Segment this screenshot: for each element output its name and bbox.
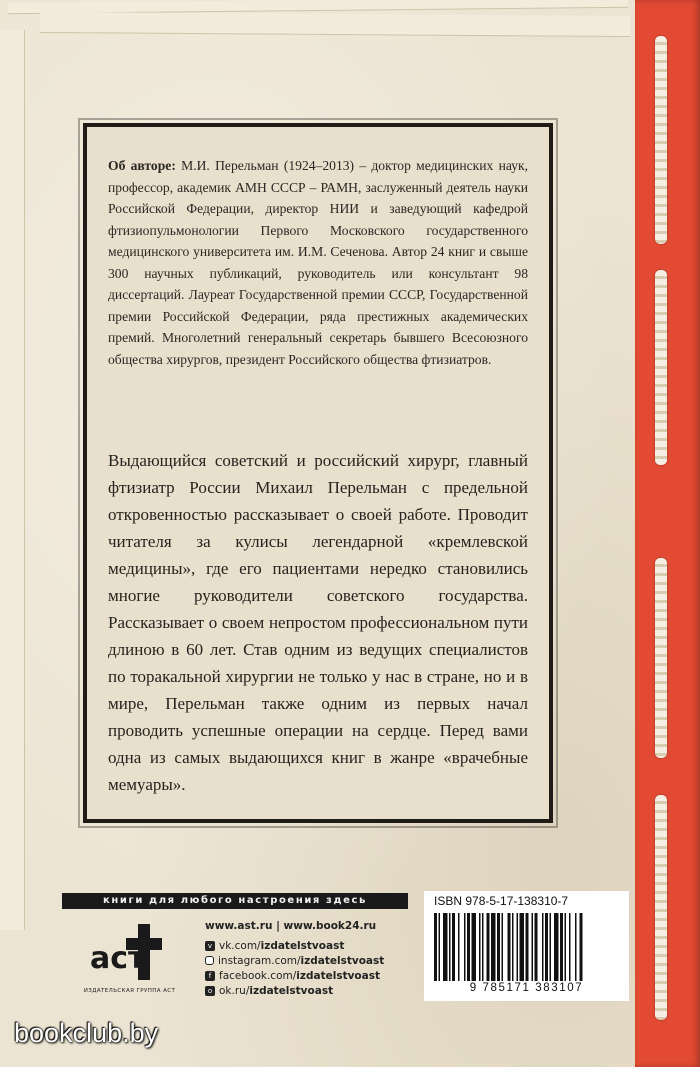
barcode-bar [508,913,511,981]
social-prefix: ok.ru/ [219,984,250,997]
slogan-band: книги для любого настроения здесь [62,893,408,909]
instagram-icon [205,956,214,965]
ast-logo-text: aст [90,941,146,976]
barcode-bar [482,913,484,981]
red-spine [635,0,700,1067]
social-link-instagram[interactable] [205,953,384,968]
barcode-bar [550,913,552,981]
barcode-bar [502,913,504,981]
social-handle: izdatelstvoast [296,969,380,982]
isbn-block [424,891,629,1001]
paper-sheet-edge [40,12,630,37]
vk-icon: v [205,941,215,951]
social-prefix: instagram.com/ [218,954,301,967]
barcode-bar [535,913,538,981]
paper-sheet-edge [0,30,25,930]
barcode-bar [458,913,460,981]
ast-logo [88,922,166,984]
text-frame [83,123,553,823]
social-prefix: vk.com/ [219,939,261,952]
social-handle: izdatelstvoast [300,954,385,967]
barcode-bar [491,913,496,981]
website-links[interactable]: www.ast.ru | www.book24.ru [205,920,377,932]
barcode-bar [439,913,441,981]
barcode-bar [517,913,519,981]
ok-icon: o [205,986,215,996]
barcode-bar [487,913,490,981]
barcode-bar [512,913,514,981]
social-link-vk[interactable] [205,938,384,953]
barcode-bar [520,913,525,981]
stitch-thread [655,270,667,465]
social-prefix: facebook.com/ [219,969,297,982]
barcode-bar [526,913,529,981]
barcode-bar [569,913,571,981]
author-bio-text: М.И. Перельман (1924–2013) – доктор медицинских наук, профессор, академик АМН СССР – РАМН, заслуженный деятель науки Российской Федерации, директор НИИ и заведующий кафедрой фтизиопульмонологии Первого Московского государственного медицинского университета им. И.М. Сеченова. Автор 24 книг и свыше 300 научных публикаций, руководитель или консультант 98 диссертаций. Лауреат Государственной премии СССР, Государственной премии Российской Федерации, ряда престижных академических премий. Многолетний генеральный секретарь бывшего Всесоюзного общества хирургов, президент Российского общества фтизиатров. [108,158,529,367]
stitch-thread [655,36,667,244]
stitch-thread [655,558,667,758]
facebook-icon: f [205,971,215,981]
barcode-bar [560,913,563,981]
stitch-thread [655,795,667,1020]
publisher-links [205,920,384,998]
barcode-bar [449,913,451,981]
barcode-bar [565,913,567,981]
barcode-bar [472,913,477,981]
barcode-bar [479,913,481,981]
barcode-bar [434,913,437,981]
barcode-bar [545,913,548,981]
book-description: Выдающийся советский и российский хирург, главный фтизиатр России Михаил Перельман с предельной откровенностью рассказывает о своей работе. Проводит читателя за кулисы легендарной «кремлевской медицины», где его пациентами нередко становились многие руководители советского государства. Рассказывает о своем непростом профессиональном пути длиною в 60 лет. Став одним из ведущих специалистов по торакальной хирургии не только у нас в стране, но и в мире, Перельман также одним из первых начал проводить успешные операции на сердце. Перед вами одна из самых выдающихся книг в жанре «врачебные мемуары». [108,451,528,794]
publisher-name: ИЗДАТЕЛЬСКАЯ ГРУППА АСТ [83,988,176,994]
barcode-bar [575,913,577,981]
barcode-bar [532,913,534,981]
barcode [434,913,622,981]
barcode-bar [580,913,583,981]
social-handle: izdatelstvoast [249,984,334,997]
barcode-bar [554,913,559,981]
social-link-facebook[interactable] [205,968,384,983]
author-bio [108,155,528,370]
watermark: bookclub.by [14,1018,159,1048]
barcode-bar [467,913,470,981]
barcode-bar [497,913,500,981]
barcode-bar [542,913,544,981]
barcode-number: 9 785171 383107 [469,982,584,994]
social-handle: izdatelstvoast [260,939,345,952]
barcode-bar [452,913,455,981]
social-link-ok[interactable] [205,983,384,998]
barcode-bar [464,913,466,981]
author-bio-label: Об авторе: [108,158,176,173]
barcode-bar [443,913,448,981]
isbn-label: ISBN 978-5-17-138310-7 [434,894,569,908]
